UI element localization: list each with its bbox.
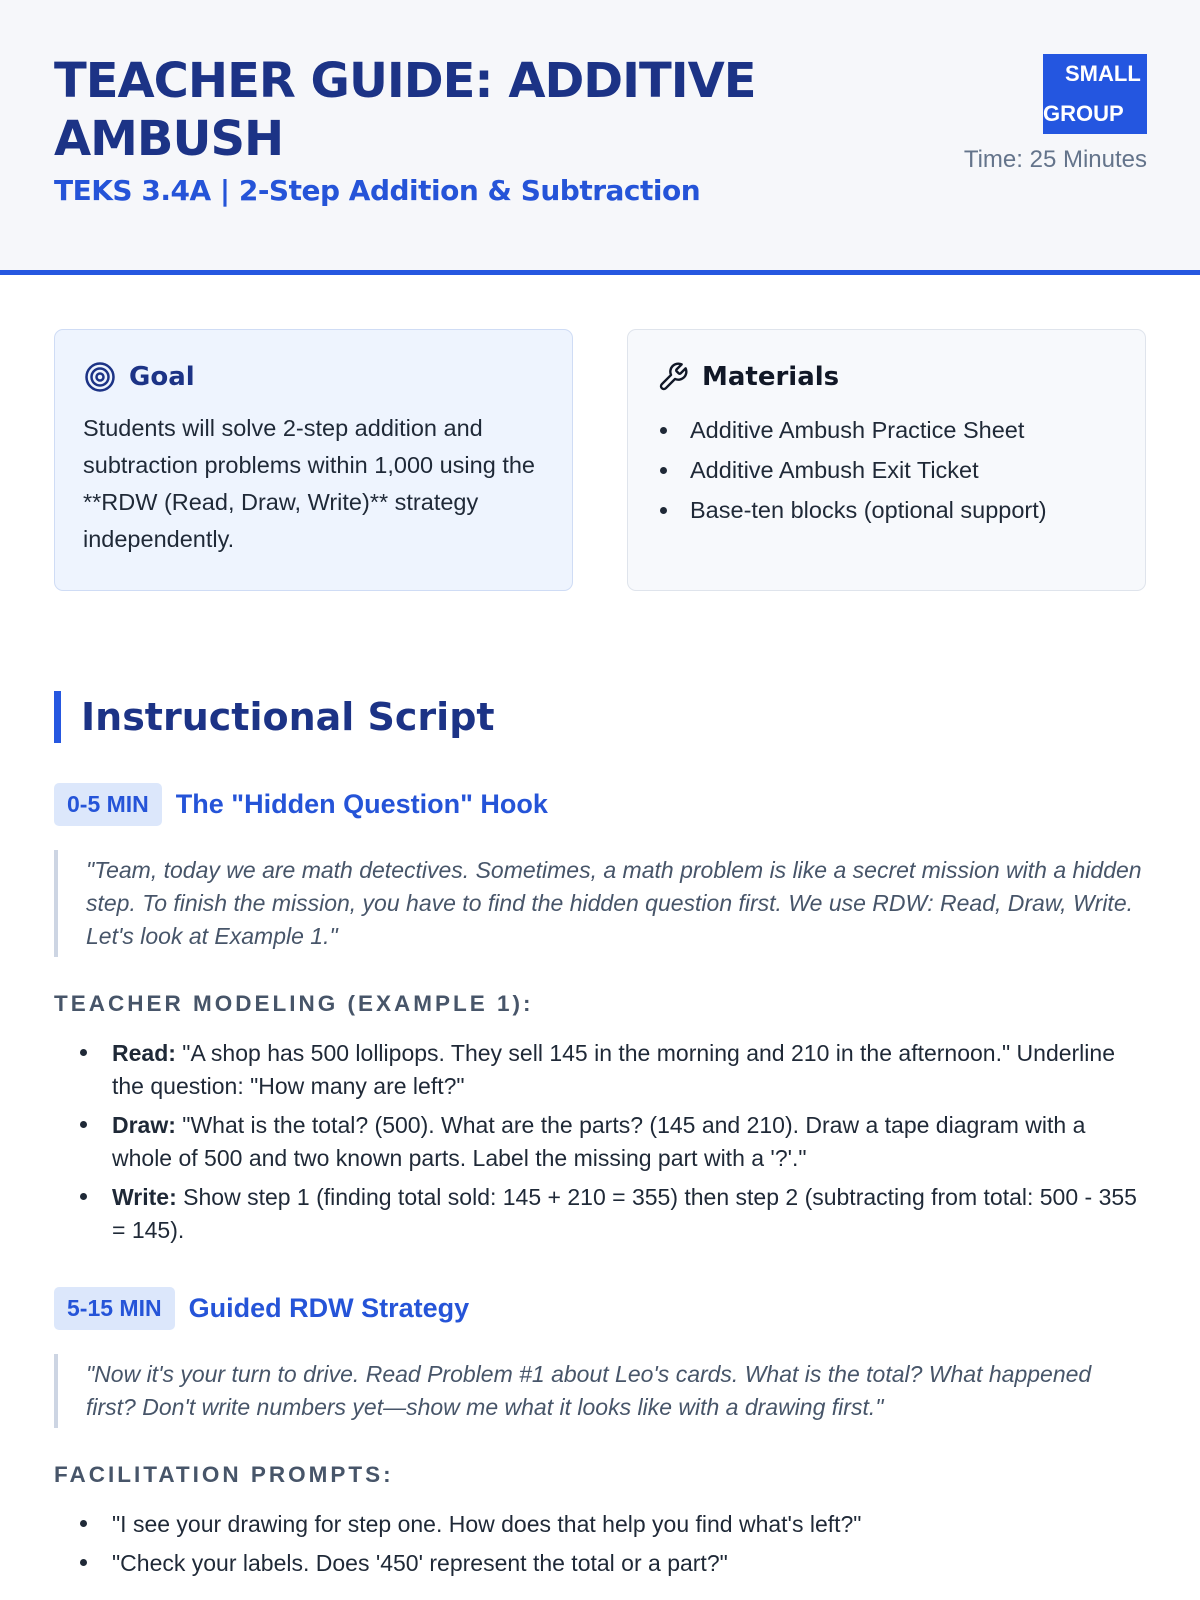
- group-badge-line2: GROUP: [1043, 101, 1124, 126]
- item-text: Show step 1 (finding total sold: 145 + 210 = 355) then step 2 (subtracting from total: 500 - 355 = 145).: [112, 1184, 1137, 1243]
- overview-cards: [0, 275, 1200, 591]
- item-text: "What is the total? (500). What are the parts? (145 and 210). Draw a tape diagram with a whole of 500 and two known parts. Label the missing part with a '?'.": [112, 1112, 1086, 1171]
- materials-heading: Materials: [702, 362, 840, 392]
- section-title: Instructional Script: [54, 691, 1146, 743]
- list-item: [54, 1547, 1146, 1580]
- facilitation-label: FACILITATION PROMPTS:: [54, 1462, 394, 1487]
- item-term: Write:: [112, 1184, 177, 1210]
- item-term: Read:: [112, 1040, 176, 1066]
- step-title: Guided RDW Strategy: [188, 1293, 470, 1323]
- goal-card-header: [83, 360, 544, 394]
- materials-list: [656, 410, 1117, 530]
- item-text: "Check your labels. Does '450' represent the total or a part?": [112, 1550, 728, 1576]
- step-title: The "Hidden Question" Hook: [175, 789, 548, 819]
- page-title: TEACHER GUIDE: ADDITIVE AMBUSH: [54, 53, 756, 167]
- item-term: Draw:: [112, 1112, 176, 1138]
- page-header: [0, 0, 1200, 275]
- goal-text: Students will solve 2-step addition and subtraction problems within 1,000 using the **RDW (Read, Draw, Write)** strategy independently.: [83, 415, 535, 552]
- list-item: Base-ten blocks (optional support): [656, 490, 1117, 530]
- step-2-header: [54, 1287, 1146, 1330]
- list-item: [54, 1181, 1146, 1247]
- target-icon: [83, 360, 117, 394]
- group-badge-line1: SMALL: [1065, 61, 1141, 86]
- list-item: [54, 1037, 1146, 1103]
- list-item: Additive Ambush Exit Ticket: [656, 450, 1117, 490]
- modeling-label: TEACHER MODELING (EXAMPLE 1):: [54, 991, 534, 1016]
- modeling-list: [54, 1037, 1146, 1247]
- script-quote: "Team, today we are math detectives. Sometimes, a math problem is like a secret mission with a hidden step. To finish the mission, you have to find the hidden question first. We use RDW: Read, Draw, Write. Let's look at Example 1.": [54, 850, 1146, 957]
- materials-card: [627, 329, 1146, 591]
- facilitation-list: [54, 1508, 1146, 1580]
- list-item: [54, 1109, 1146, 1175]
- page-subtitle: TEKS 3.4A | 2-Step Addition & Subtraction: [54, 174, 701, 207]
- goal-card: [54, 329, 573, 591]
- time-badge: 0-5 MIN: [54, 783, 162, 826]
- script-quote: "Now it's your turn to drive. Read Problem #1 about Leo's cards. What is the total? What happened first? Don't write numbers yet—show me what it looks like with a drawing first.": [54, 1354, 1146, 1428]
- step-1-header: [54, 783, 1146, 826]
- time-label: Time: 25 Minutes: [963, 146, 1147, 173]
- goal-heading: Goal: [129, 362, 195, 392]
- materials-card-header: [656, 360, 1117, 394]
- item-text: "A shop has 500 lollipops. They sell 145 in the morning and 210 in the afternoon." Underline the question: "How many are left?": [112, 1040, 1115, 1099]
- wrench-icon: [656, 360, 690, 394]
- list-item: [54, 1508, 1146, 1541]
- list-item: Additive Ambush Practice Sheet: [656, 410, 1117, 450]
- header-meta: [964, 54, 1147, 174]
- item-text: "I see your drawing for step one. How does that help you find what's left?": [112, 1511, 862, 1537]
- instructional-script: [0, 591, 1200, 1580]
- group-badge: [1043, 54, 1147, 134]
- time-badge: 5-15 MIN: [54, 1287, 175, 1330]
